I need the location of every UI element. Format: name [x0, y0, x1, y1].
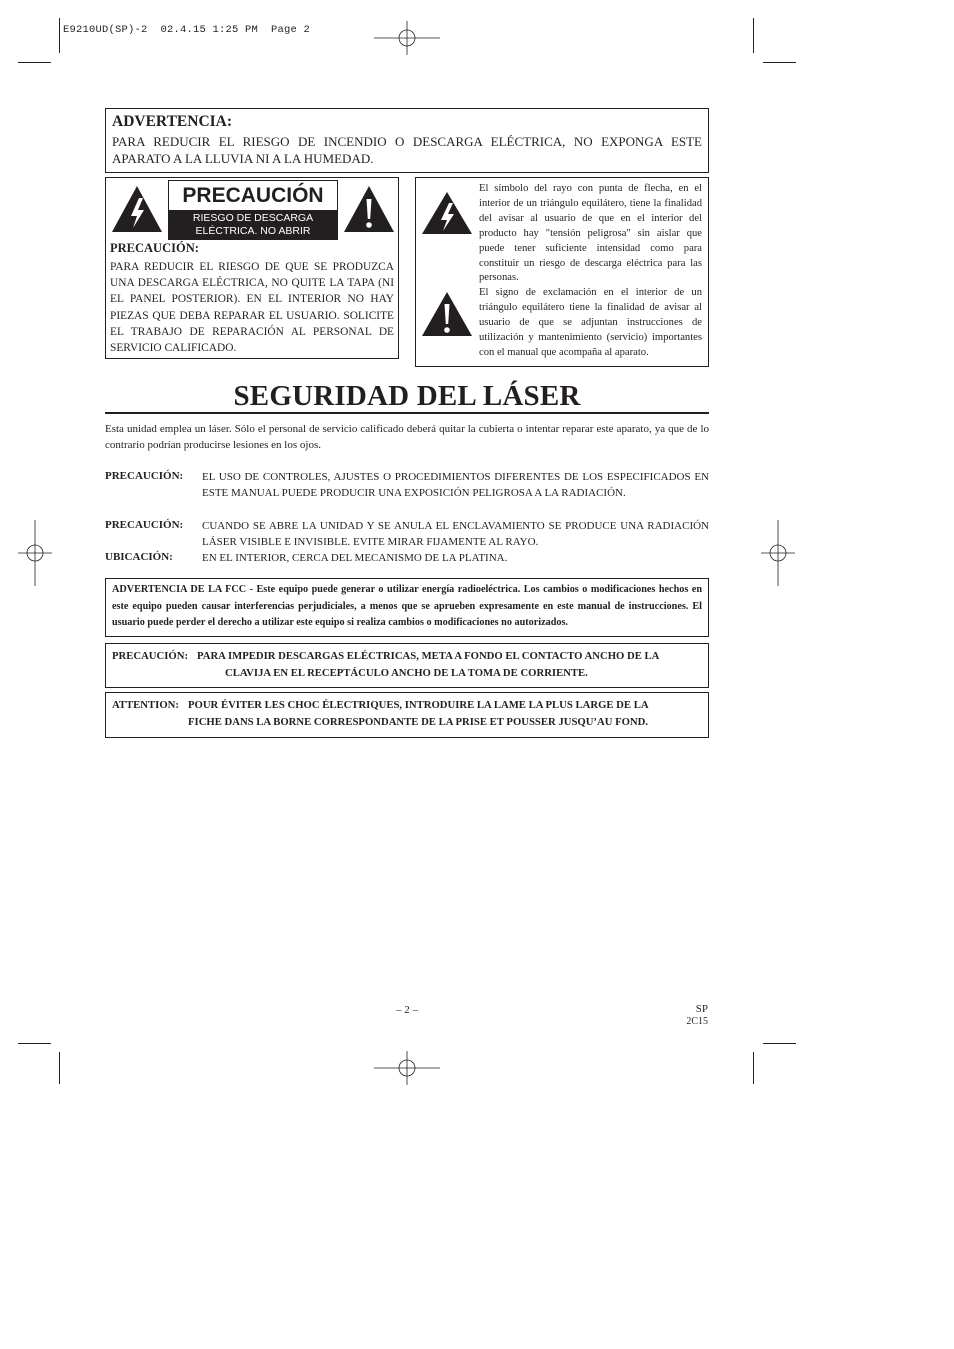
laser-row-text: EL USO DE CONTROLES, AJUSTES O PROCEDIMIENTOS DIFERENTES DE LOS ESPECIFICADOS EN ESTE MANUAL PUEDE PRODUCIR UNA EXPOSICIÓN PELIGROSA A LA RADIACIÓN. — [202, 471, 709, 500]
fcc-notice-text: ADVERTENCIA DE LA FCC - Este equipo puede generar o utilizar energía radioeléctrica. Los cambios o modificaciones hechos en este equipo pueden causar interferencias perjudiciales, a menos que se aprueben expresamente en este manual de instrucciones. El usuario puede perder el derecho a utilizar este equipo si realiza cambios o modificaciones no autorizados. — [112, 584, 702, 628]
laser-row-label: UBICACIÓN: — [105, 551, 173, 563]
plug-caution-box — [105, 643, 709, 688]
fcc-notice-box — [105, 578, 709, 637]
plug-caution-line2: CLAVIJA EN EL RECEPTÁCULO ANCHO DE LA TOMA DE CORRIENTE. — [225, 667, 588, 679]
lightning-symbol-text: El símbolo del rayo con punta de flecha, en el interior de un triángulo equilátero, tiene la finalidad del avisar al usuario de que en el interior del producto hay "tensión peligrosa" sin aislar que puede tener suficiente intensidad como para constituir un riesgo de descarga eléctrica para las personas. — [479, 183, 702, 284]
registration-mark-left — [18, 520, 52, 586]
laser-row-label: PRECAUCIÓN: — [105, 470, 184, 482]
laser-row-text: EN EL INTERIOR, CERCA DEL MECANISMO DE LA PLATINA. — [202, 552, 508, 564]
caution-band — [169, 210, 337, 239]
caution-label-panel — [168, 180, 338, 240]
plug-attention-line2: FICHE DANS LA BORNE CORRESPONDANTE DE LA PRISE ET POUSSER JUSQU’AU FOND. — [188, 716, 649, 728]
caution-box — [105, 177, 399, 359]
exclamation-triangle-icon — [342, 184, 396, 234]
doc-code: 2C15 — [686, 1016, 708, 1027]
laser-row-label: PRECAUCIÓN: — [105, 519, 184, 531]
registration-mark-right — [761, 520, 795, 586]
exclamation-symbol-text: El signo de exclamación en el interior de un triángulo equilátero tiene la finalidad de avisar al usuario de que se adjuntan instrucciones de utilización y mantenimiento (servicio) importantes con el manual que acompaña al aparato. — [479, 287, 702, 358]
plug-caution-line1: PARA IMPEDIR DESCARGAS ELÉCTRICAS, META A FONDO EL CONTACTO ANCHO DE LA — [197, 650, 660, 662]
plug-attention-label: ATTENTION: — [112, 699, 179, 711]
symbols-box — [415, 177, 709, 367]
print-header: E9210UD(SP)-2 02.4.15 1:25 PM Page 2 — [63, 24, 311, 36]
caution-text: PARA REDUCIR EL RIESGO DE QUE SE PRODUZCA UNA DESCARGA ELÉCTRICA, NO QUITE LA TAPA (NI EL PANEL POSTERIOR). EN EL INTERIOR NO HAY PIEZAS QUE DEBA REPARAR EL USUARIO. SOLICITE EL TRABAJO DE REPARACIÓN AL PERSONAL DE SERVICIO CALIFICADO. — [110, 261, 394, 355]
laser-title-rule — [105, 412, 709, 414]
laser-header — [105, 380, 709, 416]
page-number: – 2 – — [396, 1004, 418, 1016]
laser-intro: Esta unidad emplea un láser. Sólo el personal de servicio calificado deberá quitar la cubierta o intentar reparar este aparato, ya que de lo contrario podrían producirse lesiones en los ojos. — [105, 423, 709, 452]
laser-title: SEGURIDAD DEL LÁSER — [233, 380, 581, 412]
registration-mark-bottom — [374, 1051, 440, 1085]
caution-subtitle: PRECAUCIÓN: — [110, 241, 199, 255]
lang-code: SP — [695, 1003, 708, 1015]
lightning-triangle-icon — [110, 184, 164, 234]
plug-attention-line1: POUR ÉVITER LES CHOC ÉLECTRIQUES, INTRODUIRE LA LAME LA PLUS LARGE DE LA — [188, 699, 649, 711]
caution-band-line2: ELÉCTRICA. NO ABRIR — [195, 225, 311, 237]
plug-attention-box — [105, 692, 709, 738]
laser-row-text: CUANDO SE ABRE LA UNIDAD Y SE ANULA EL ENCLAVAMIENTO SE PRODUCE UNA RADIACIÓN LÁSER VISIBLE E INVISIBLE. EVITE MIRAR FIJAMENTE AL RAYO. — [202, 520, 709, 549]
warning-title: ADVERTENCIA: — [112, 113, 233, 130]
registration-mark-top — [374, 21, 440, 55]
warning-box — [105, 108, 709, 173]
plug-caution-label: PRECAUCIÓN: — [112, 650, 188, 662]
lightning-symbol-icon — [420, 190, 474, 236]
caution-heading: PRECAUCIÓN — [182, 184, 324, 207]
warning-text: PARA REDUCIR EL RIESGO DE INCENDIO O DESCARGA ELÉCTRICA, NO EXPONGA ESTE APARATO A LA LLUVIA NI A LA HUMEDAD. — [112, 134, 702, 166]
caution-band-line1: RIESGO DE DESCARGA — [192, 212, 314, 224]
exclamation-symbol-icon — [420, 290, 474, 338]
